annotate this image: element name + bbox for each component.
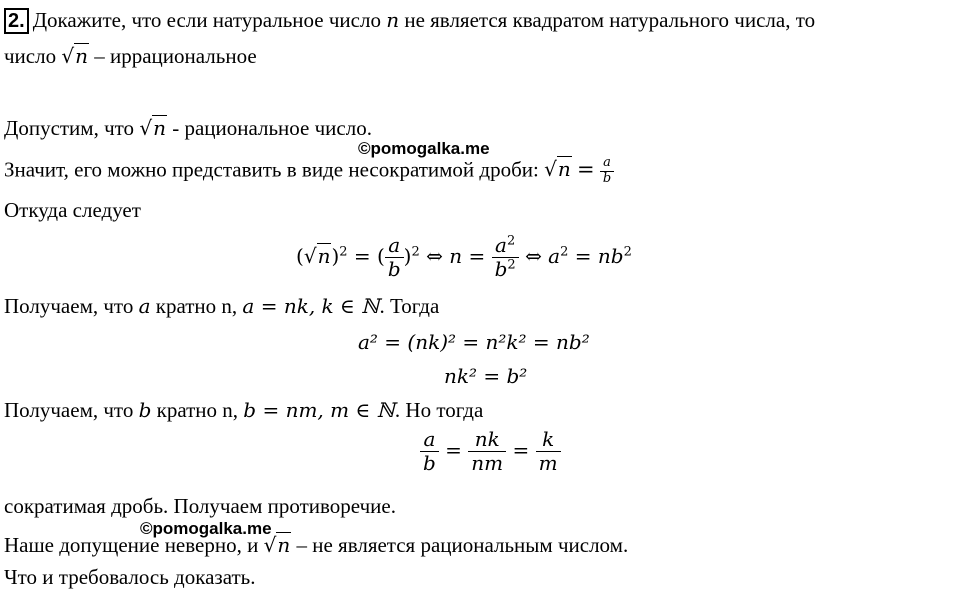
equals: = <box>577 157 595 182</box>
sqrt-n: √n <box>544 157 571 182</box>
solution-line-2 <box>4 156 614 187</box>
var-n: n <box>386 8 400 32</box>
problem-text-c: число <box>4 44 57 68</box>
math-b-nm: b = nm, m ∈ ℕ <box>243 398 395 422</box>
text: Наше допущение неверно, и <box>4 533 259 557</box>
var-b: b <box>138 398 152 422</box>
text: кратно n, <box>155 294 238 318</box>
solution-line-7 <box>4 400 483 421</box>
watermark: ©pomogalka.me <box>140 519 272 538</box>
equation-1: $(√n)^2$ = ( $\frac{a}{b}$ )$^2$ ⇔ n = $\frac{a^2}{b^2}$ ⇔ $a^2 = nb^2$ <box>296 233 632 281</box>
solution-line-8: сократимая дробь. Получаем противоречие. <box>4 494 396 518</box>
text: – не является рациональным числом. <box>296 533 629 557</box>
equation-2: a² = (nk)² = n²k² = nb² <box>358 330 590 354</box>
text: кратно n, <box>156 398 239 422</box>
text: Получаем, что <box>4 294 134 318</box>
text: Допустим, что <box>4 116 135 140</box>
problem-line-1 <box>4 8 815 34</box>
text: - рациональное число. <box>172 116 372 140</box>
text: . Тогда <box>379 294 440 318</box>
problem-text-b: не является квадратом натурального числа, то <box>404 8 816 32</box>
equation-3: nk² = b² <box>444 364 528 388</box>
problem-line-2 <box>4 46 257 67</box>
problem-number: 2. <box>4 8 29 34</box>
fraction-a-b: $\frac{a}{b}$ <box>600 156 614 187</box>
problem-text-a: Докажите, что если натуральное число <box>32 8 381 32</box>
solution-line-4 <box>4 296 439 317</box>
solution-line-10: Что и требовалось доказать. <box>4 565 256 589</box>
equation-4: $\frac{a}{b}$ = $\frac{nk}{nm}$ = $\frac{k}{m}$ <box>420 428 561 475</box>
problem-text-d: – иррациональное <box>94 44 257 68</box>
var-a: a <box>138 294 151 318</box>
sqrt-n: √n <box>263 533 291 557</box>
text: Получаем, что <box>4 398 134 422</box>
solution-line-9 <box>4 535 628 556</box>
sqrt-n: √n <box>139 116 166 140</box>
math-a-nk: a = nk, k ∈ ℕ <box>242 294 380 318</box>
solution-line-3: Откуда следует <box>4 198 141 222</box>
sqrt-n: √n <box>61 44 88 68</box>
solution-line-1 <box>4 118 372 139</box>
text: Значит, его можно представить в виде несократимой дроби: <box>4 157 539 182</box>
text: . Но тогда <box>394 398 484 422</box>
watermark: ©pomogalka.me <box>358 139 490 158</box>
